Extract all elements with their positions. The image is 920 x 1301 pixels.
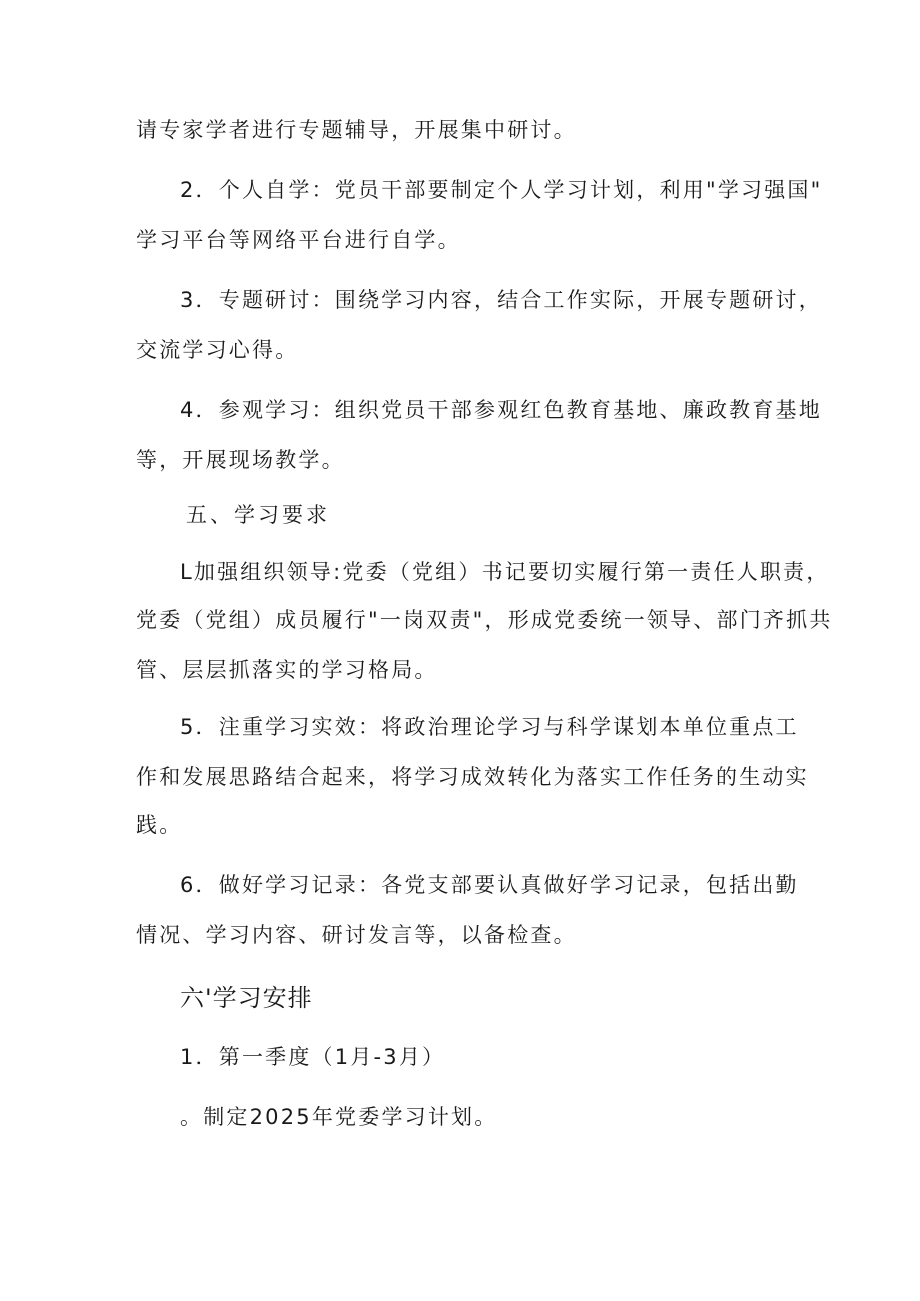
section-heading: 六'学习安排 bbox=[180, 984, 313, 1012]
section-heading: 五、学习要求 bbox=[186, 503, 330, 527]
paragraph-line: 践。 bbox=[136, 813, 183, 837]
paragraph-line: 。制定2025年党委学习计划。 bbox=[180, 1105, 498, 1129]
paragraph-line: 等，开展现场教学。 bbox=[136, 448, 345, 472]
paragraph-line: 1．第一季度（1月-3月） bbox=[180, 1045, 446, 1069]
paragraph-line: 交流学习心得。 bbox=[136, 338, 299, 362]
paragraph-line: 学习平台等网络平台进行自学。 bbox=[136, 228, 461, 252]
paragraph-line: 3．专题研讨：围绕学习内容，结合工作实际，开展专题研讨， bbox=[180, 288, 822, 312]
paragraph-line: 4．参观学习：组织党员干部参观红色教育基地、廉政教育基地 bbox=[180, 398, 822, 422]
paragraph-line: 2．个人自学：党员干部要制定个人学习计划，利用"学习强国" bbox=[180, 178, 823, 202]
paragraph-line: L加强组织领导:党委（党组）书记要切实履行第一责任人职责， bbox=[180, 560, 830, 584]
paragraph-line: 请专家学者进行专题辅导，开展集中研讨。 bbox=[136, 118, 577, 142]
paragraph-line: 6．做好学习记录：各党支部要认真做好学习记录，包括出勤 bbox=[180, 873, 799, 897]
paragraph-line: 管、层层抓落实的学习格局。 bbox=[136, 658, 438, 682]
paragraph-line: 作和发展思路结合起来，将学习成效转化为落实工作任务的生动实 bbox=[136, 765, 809, 789]
paragraph-line: 情况、学习内容、研讨发言等，以备检查。 bbox=[136, 923, 577, 947]
paragraph-line: 5．注重学习实效：将政治理论学习与科学谋划本单位重点工 bbox=[180, 715, 799, 739]
paragraph-line: 党委（党组）成员履行"一岗双责"，形成党委统一领导、部门齐抓共 bbox=[136, 608, 833, 632]
